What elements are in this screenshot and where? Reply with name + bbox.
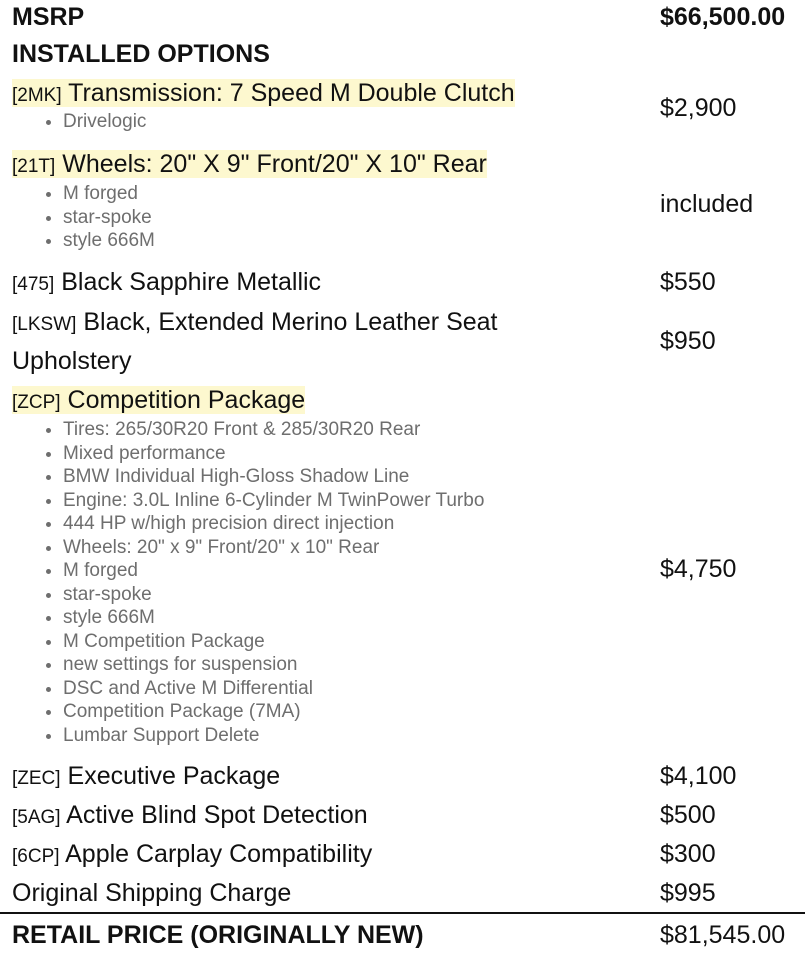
option-code: [LKSW] [12, 314, 77, 335]
option-code: [5AG] [12, 807, 61, 828]
option-name: Competition Package [67, 386, 306, 414]
list-item: • M forged [63, 182, 155, 206]
option-price-475: $550 [660, 268, 716, 296]
option-price-zec: $4,100 [660, 762, 737, 790]
list-item: • Tires: 265/30R20 Front & 285/30R20 Rear [63, 418, 484, 442]
list-item: • style 666M [63, 229, 155, 253]
retail-price: $81,545.00 [660, 921, 786, 949]
option-bullets-zcp [36, 418, 484, 747]
list-item: • star-spoke [63, 583, 484, 607]
option-price-zcp: $4,750 [660, 555, 737, 583]
list-item: • Wheels: 20" x 9" Front/20" x 10" Rear [63, 536, 484, 560]
option-bullets-2mk [36, 110, 146, 134]
option-price-2mk: $2,900 [660, 94, 737, 122]
option-title-zcp [12, 386, 305, 414]
option-code: [ZEC] [12, 768, 61, 789]
option-name: Apple Carplay Compatibility [65, 840, 373, 868]
msrp-label: MSRP [12, 3, 85, 31]
shipping-price: $995 [660, 879, 716, 907]
list-item: • style 666M [63, 606, 484, 630]
option-name: Black, Extended Merino Leather Seat [83, 308, 498, 336]
list-item: • BMW Individual High-Gloss Shadow Line [63, 465, 484, 489]
option-price-lksw: $950 [660, 327, 716, 355]
list-item: • Lumbar Support Delete [63, 724, 484, 748]
list-item: • Mixed performance [63, 442, 484, 466]
option-price-6cp: $300 [660, 840, 716, 868]
list-item: • M forged [63, 559, 484, 583]
list-item: • star-spoke [63, 206, 155, 230]
option-code: [6CP] [12, 846, 60, 867]
option-price-21t: included [660, 190, 754, 218]
option-code: [2MK] [12, 85, 62, 106]
installed-options-heading: INSTALLED OPTIONS [12, 40, 270, 68]
list-item: • Drivelogic [63, 110, 146, 134]
list-item: • M Competition Package [63, 630, 484, 654]
option-title-21t [12, 150, 487, 178]
option-name: Wheels: 20" X 9" Front/20" X 10" Rear [62, 150, 487, 178]
option-price-5ag: $500 [660, 801, 716, 829]
option-name-line2: Upholstery [12, 347, 132, 375]
option-name: Black Sapphire Metallic [61, 268, 322, 296]
list-item: • 444 HP w/high precision direct injection [63, 512, 484, 536]
option-code: [475] [12, 274, 55, 295]
divider [0, 912, 805, 914]
list-item: • Engine: 3.0L Inline 6-Cylinder M TwinPower Turbo [63, 489, 484, 513]
option-name: Executive Package [67, 762, 281, 790]
shipping-label: Original Shipping Charge [12, 879, 292, 907]
option-title-2mk [12, 79, 515, 107]
retail-label: RETAIL PRICE (ORIGINALLY NEW) [12, 921, 424, 949]
list-item: • new settings for suspension [63, 653, 484, 677]
option-code: [21T] [12, 156, 56, 177]
option-name: Transmission: 7 Speed M Double Clutch [68, 79, 515, 107]
msrp-price: $66,500.00 [660, 3, 786, 31]
option-bullets-21t [36, 182, 155, 253]
option-name: Active Blind Spot Detection [66, 801, 368, 829]
list-item: • DSC and Active M Differential [63, 677, 484, 701]
option-code: [ZCP] [12, 392, 61, 413]
list-item: • Competition Package (7MA) [63, 700, 484, 724]
